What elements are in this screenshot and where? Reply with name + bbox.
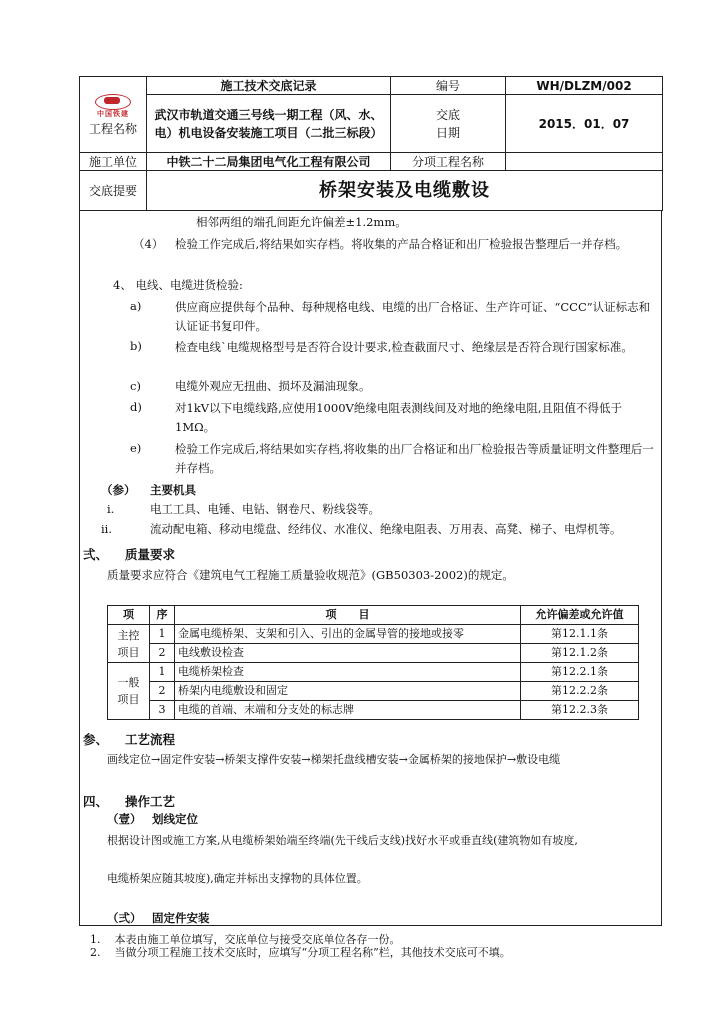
qt-header-tolerance: 允许偏差或允许值: [521, 606, 639, 625]
qt-seq: 3: [150, 701, 175, 720]
project-name-label: 工程名称: [88, 121, 137, 136]
qt-value: 第12.2.3条: [521, 701, 639, 720]
item-b-text: 检查电线`电缆规格型号是否符合设计要求,检查截面尺寸、绝缘层是否符合现行国家标准。: [175, 340, 633, 354]
process-heading: 工艺流程: [125, 732, 176, 747]
sub-project-label: 分项工程名称: [391, 153, 506, 171]
qt-value: 第12.1.2条: [521, 644, 639, 663]
quality-heading: 质量要求: [125, 547, 176, 562]
ops-heading: 操作工艺: [125, 794, 176, 809]
tools-heading: 主要机具: [150, 483, 196, 497]
logo-cell: [80, 77, 147, 153]
footnote-text: 当做分项工程施工技术交底时，应填写“分项工程名称”栏，其他技术交底可不填。: [114, 946, 511, 959]
table-row: [108, 625, 639, 644]
qt-header-item: 项: [108, 606, 150, 625]
logo-text: 中国铁建: [97, 109, 129, 118]
quality-table: [107, 605, 639, 720]
header-table: [79, 76, 663, 211]
ops-heading-num: 四、: [83, 794, 109, 809]
qt-group-general: [108, 663, 150, 720]
tools-heading-num: （参）: [101, 483, 136, 497]
qt-value: 第12.2.2条: [521, 682, 639, 701]
item-e-text: 检验工作完成后,将结果如实存档,将收集的出厂合格证和出厂检验报告等质量证明文件整理后一并存档。: [175, 442, 654, 475]
table-row: [108, 644, 639, 663]
qt-group-general-text: 一般项目: [117, 676, 140, 706]
qt-group-main: [108, 625, 150, 663]
table-row: [108, 682, 639, 701]
item-e-mark: e): [130, 441, 142, 455]
record-title: 施工技术交底记录: [147, 77, 391, 95]
quality-text: 质量要求应符合《建筑电气工程施工质量验收规范》(GB50303-2002)的规定。: [107, 568, 514, 582]
qt-item: 金属电缆桥架、支架和引入、引出的金属导管的接地或接零: [175, 625, 521, 644]
qt-item: 桥架内电缆敷设和固定: [175, 682, 521, 701]
qt-header-seq: 序: [150, 606, 175, 625]
footnote-num: 2.: [90, 946, 101, 959]
item-c-mark: c): [130, 379, 141, 393]
tool-1-text: 电工工具、电锤、电钻、钢卷尺、粉线袋等。: [150, 502, 380, 516]
sub-project-value: [506, 153, 663, 171]
item-d-text: 对1kV以下电缆线路,应使用1000V绝缘电阻表测线间及对地的绝缘电阻,且阻值不得低于1MΩ。: [175, 401, 622, 434]
qt-seq: 2: [150, 682, 175, 701]
sec4-heading: 4、 电线、电缆进货检验:: [113, 278, 243, 292]
qt-group-main-text: 主控项目: [117, 628, 140, 659]
qt-seq: 2: [150, 644, 175, 663]
ops-text2: 电缆桥架应随其坡度),确定并标出支撑物的具体位置。: [107, 872, 368, 885]
disclosure-date-label: [391, 95, 506, 153]
construction-unit-value: 中铁二十二局集团电气化工程有限公司: [147, 153, 391, 171]
ops-sub2: 固定件安装: [152, 911, 210, 925]
qt-value: 第12.2.1条: [521, 663, 639, 682]
item4-num: （4）: [133, 237, 164, 251]
qt-item: 电缆桥架检查: [175, 663, 521, 682]
number-value: WH/DLZM/002: [506, 77, 663, 95]
qt-seq: 1: [150, 625, 175, 644]
crcc-logo-icon: [95, 94, 131, 110]
item-c-text: 电缆外观应无扭曲、损坏及漏油现象。: [175, 379, 371, 393]
footnote-num: 1.: [90, 933, 101, 946]
ops-sub1-num: （壹）: [107, 812, 142, 826]
project-name-value: 武汉市轨道交通三号线一期工程（风、水、电）机电设备安装施工项目（二批三标段）: [147, 95, 391, 153]
disclosure-date-label-text: 交底日期: [435, 107, 460, 140]
qt-item: 电线敷设检查: [175, 644, 521, 663]
summary-title: 桥架安装及电缆敷设: [147, 171, 663, 211]
item-d-mark: d): [130, 400, 142, 414]
footnote-2: [90, 946, 690, 959]
footnote-1: [90, 933, 690, 946]
ops-sub1: 划线定位: [152, 812, 198, 826]
line-top: 相邻两组的端孔间距允许偏差±1.2mm。: [196, 215, 407, 229]
qt-value: 第12.1.1条: [521, 625, 639, 644]
ops-text1: 根据设计图或施工方案,从电缆桥架始端至终端(先干线后支线)找好水平或垂直线(建筑物如有坡度,: [107, 834, 578, 847]
quality-heading-num: 弍、: [83, 547, 109, 562]
construction-unit-label: 施工单位: [80, 153, 147, 171]
tool-1-mark: i.: [107, 502, 115, 516]
table-row: [108, 663, 639, 682]
disclosure-date-value: 2015．01．07: [506, 95, 663, 153]
item-a-mark: a): [130, 299, 142, 313]
item4-text: 检验工作完成后,将结果如实存档。将收集的产品合格证和出厂检验报告整理后一并存档。: [175, 237, 628, 251]
qt-header-project: 项 目: [175, 606, 521, 625]
tool-2-text: 流动配电箱、移动电缆盘、经纬仪、水准仪、绝缘电阻表、万用表、高凳、梯子、电焊机等。: [150, 522, 622, 536]
item-b-mark: b): [130, 339, 142, 353]
process-text: 画线定位→固定件安装→桥架支撑件安装→梯架托盘线槽安装→金属桥架的接地保护→敷设电缆: [107, 753, 561, 766]
footnote-text: 本表由施工单位填写，交底单位与接受交底单位各存一份。: [114, 933, 401, 946]
qt-seq: 1: [150, 663, 175, 682]
ops-sub2-num: （弍）: [107, 911, 142, 925]
footnotes: [90, 933, 690, 959]
number-label: 编号: [391, 77, 506, 95]
summary-label: 交底提要: [80, 171, 147, 211]
qt-item: 电缆的首端、末端和分支处的标志牌: [175, 701, 521, 720]
tool-2-mark: ii.: [101, 522, 113, 536]
table-row: [108, 701, 639, 720]
process-heading-num: 参、: [83, 732, 109, 747]
company-logo: [83, 93, 143, 119]
item-a-text: 供应商应提供每个品种、每种规格电线、电缆的出厂合格证、生产许可证、“CCC”认证标志和认证证书复印件。: [175, 300, 651, 333]
